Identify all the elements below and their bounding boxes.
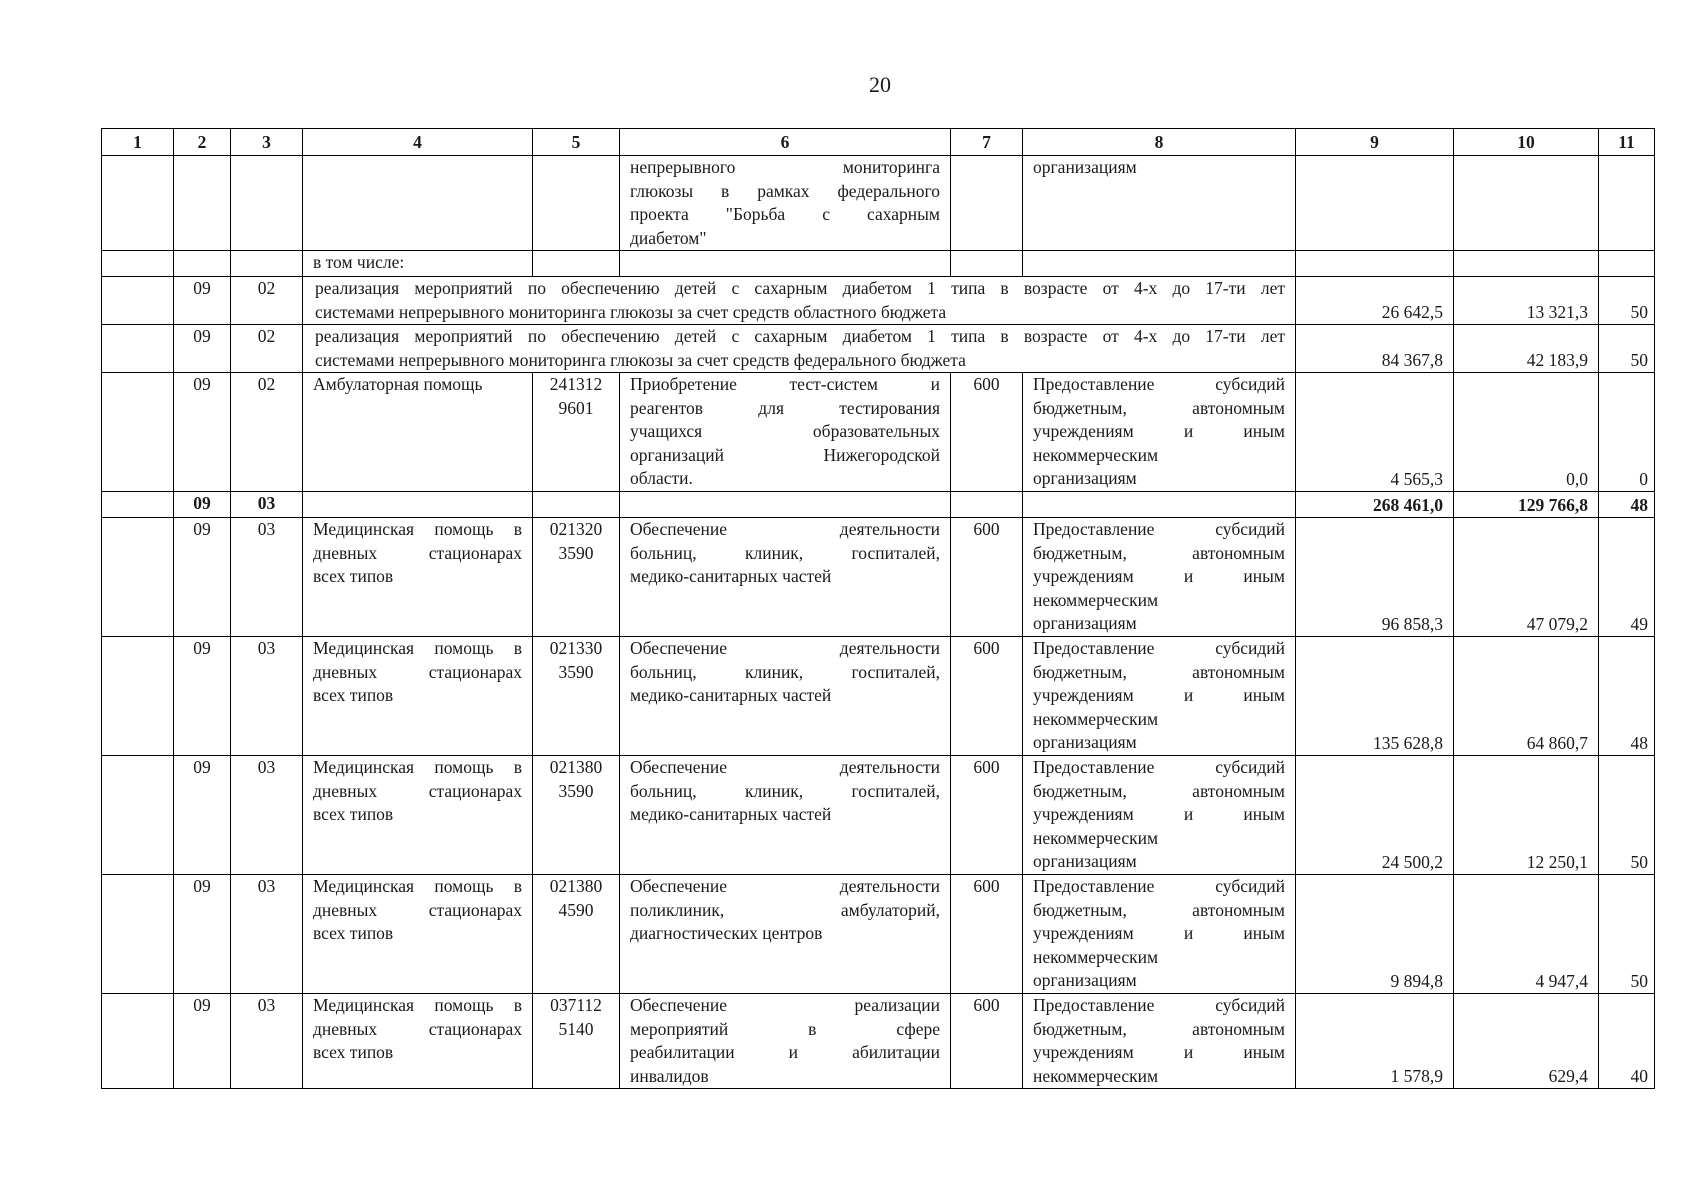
cell-amount-spent: 47 079,2 xyxy=(1454,518,1599,637)
cell-subsection: 02 xyxy=(231,277,303,325)
cell-category: Медицинская помощь в дневных стационарах всех типов xyxy=(303,994,533,1089)
cell-type-code: 600 xyxy=(951,373,1023,492)
cell-type-code: 600 xyxy=(951,518,1023,637)
header-col-8: 8 xyxy=(1023,129,1296,156)
cell-description: Обеспечение деятельности поликлиник, амбулаторий, диагностических центров xyxy=(620,875,951,994)
cell-type-code: 600 xyxy=(951,994,1023,1089)
subtotal-row xyxy=(102,492,1655,518)
header-col-3: 3 xyxy=(231,129,303,156)
cell-recipient: Предоставление субсидий бюджетным, автономным учреждениям и иным некоммерческим организациям xyxy=(1023,637,1296,756)
header-col-1: 1 xyxy=(102,129,174,156)
cell-span-text: реализация мероприятий по обеспечению детей с сахарным диабетом 1 типа в возрасте от 4-х до 17-ти лет системами непрерывного мониторинга глюкозы за счет средств федерального бюджета xyxy=(303,325,1296,373)
table-row xyxy=(102,875,1655,994)
cell-amount-total: 96 858,3 xyxy=(1296,518,1454,637)
table-row xyxy=(102,156,1655,251)
cell-description: Обеспечение деятельности больниц, клиник, госпиталей, медико-санитарных частей xyxy=(620,518,951,637)
cell-subsection: 02 xyxy=(231,373,303,492)
cell-amount-total: 9 894,8 xyxy=(1296,875,1454,994)
header-col-2: 2 xyxy=(174,129,231,156)
cell-percent: 49 xyxy=(1599,518,1655,637)
cell-subsection: 03 xyxy=(231,492,303,518)
table-row xyxy=(102,756,1655,875)
header-col-10: 10 xyxy=(1454,129,1599,156)
cell-subsection: 03 xyxy=(231,994,303,1089)
cell-amount-spent: 42 183,9 xyxy=(1454,325,1599,373)
cell-percent: 40 xyxy=(1599,994,1655,1089)
cell-description: Приобретение тест-систем и реагентов для тестирования учащихся образовательных организаций Нижегородской области. xyxy=(620,373,951,492)
cell-description: Обеспечение деятельности больниц, клиник, госпиталей, медико-санитарных частей xyxy=(620,637,951,756)
header-col-9: 9 xyxy=(1296,129,1454,156)
table-row xyxy=(102,251,1655,277)
cell-amount-spent: 4 947,4 xyxy=(1454,875,1599,994)
cell-description: Обеспечение реализации мероприятий в сфере реабилитации и абилитации инвалидов xyxy=(620,994,951,1089)
header-col-6: 6 xyxy=(620,129,951,156)
cell-amount-total: 84 367,8 xyxy=(1296,325,1454,373)
cell-section: 09 xyxy=(174,756,231,875)
cell-type-code: 600 xyxy=(951,875,1023,994)
cell-code: 021330 3590 xyxy=(533,637,620,756)
cell-subsection: 03 xyxy=(231,756,303,875)
cell-amount-spent: 129 766,8 xyxy=(1454,492,1599,518)
cell-type-code: 600 xyxy=(951,756,1023,875)
cell-amount-spent: 0,0 xyxy=(1454,373,1599,492)
cell-span-text: реализация мероприятий по обеспечению детей с сахарным диабетом 1 типа в возрасте от 4-х до 17-ти лет системами непрерывного мониторинга глюкозы за счет средств областного бюджета xyxy=(303,277,1296,325)
table-row xyxy=(102,637,1655,756)
cell-code: 021380 3590 xyxy=(533,756,620,875)
header-col-11: 11 xyxy=(1599,129,1655,156)
detail-rows xyxy=(102,518,1655,1089)
table-row xyxy=(102,277,1655,325)
budget-table xyxy=(101,128,1655,1089)
cell-percent: 50 xyxy=(1599,756,1655,875)
cell-recipient: Предоставление субсидий бюджетным, автономным учреждениям и иным некоммерческим организациям xyxy=(1023,756,1296,875)
cell-amount-spent: 13 321,3 xyxy=(1454,277,1599,325)
cell-section: 09 xyxy=(174,637,231,756)
cell-amount-total: 26 642,5 xyxy=(1296,277,1454,325)
cell-subsection: 03 xyxy=(231,518,303,637)
cell-section: 09 xyxy=(174,373,231,492)
cell-subsection: 03 xyxy=(231,875,303,994)
cell-section: 09 xyxy=(174,875,231,994)
cell-category: Медицинская помощь в дневных стационарах всех типов xyxy=(303,756,533,875)
cell-code: 241312 9601 xyxy=(533,373,620,492)
cell-amount-spent: 629,4 xyxy=(1454,994,1599,1089)
cell-section: 09 xyxy=(174,277,231,325)
cell-incl-label: в том числе: xyxy=(303,251,533,277)
cell-percent: 50 xyxy=(1599,875,1655,994)
header-col-5: 5 xyxy=(533,129,620,156)
cell-description: Обеспечение деятельности больниц, клиник, госпиталей, медико-санитарных частей xyxy=(620,756,951,875)
cell-amount-total: 4 565,3 xyxy=(1296,373,1454,492)
cell-recipient: Предоставление субсидий бюджетным, автономным учреждениям и иным некоммерческим организациям xyxy=(1023,875,1296,994)
cell-amount-total: 268 461,0 xyxy=(1296,492,1454,518)
cell-section: 09 xyxy=(174,518,231,637)
cell-amount-total: 135 628,8 xyxy=(1296,637,1454,756)
cell-percent: 48 xyxy=(1599,492,1655,518)
cell-percent: 0 xyxy=(1599,373,1655,492)
cell-code: 037112 5140 xyxy=(533,994,620,1089)
page-number: 20 xyxy=(869,72,891,97)
cell-section: 09 xyxy=(174,325,231,373)
cell-recipient: Предоставление субсидий бюджетным, автономным учреждениям и иным некоммерческим организациям xyxy=(1023,373,1296,492)
table-row xyxy=(102,325,1655,373)
table-row xyxy=(102,994,1655,1089)
cell-subsection: 02 xyxy=(231,325,303,373)
cell-amount-total: 24 500,2 xyxy=(1296,756,1454,875)
cell-description: непрерывного мониторинга глюкозы в рамках федерального проекта "Борьба с сахарным диабетом" xyxy=(620,156,951,251)
cell-type-code: 600 xyxy=(951,637,1023,756)
table-row xyxy=(102,373,1655,492)
cell-section: 09 xyxy=(174,994,231,1089)
cell-category: Медицинская помощь в дневных стационарах всех типов xyxy=(303,875,533,994)
cell-category: Амбулаторная помощь xyxy=(303,373,533,492)
cell-recipient: Предоставление субсидий бюджетным, автономным учреждениям и иным некоммерческим организациям xyxy=(1023,518,1296,637)
header-row xyxy=(102,129,1655,156)
cell-code: 021380 4590 xyxy=(533,875,620,994)
table-row xyxy=(102,518,1655,637)
cell-percent: 48 xyxy=(1599,637,1655,756)
cell-percent: 50 xyxy=(1599,277,1655,325)
cell-amount-total: 1 578,9 xyxy=(1296,994,1454,1089)
cell-amount-spent: 64 860,7 xyxy=(1454,637,1599,756)
header-col-4: 4 xyxy=(303,129,533,156)
cell-recipient: организациям xyxy=(1023,156,1296,251)
cell-subsection: 03 xyxy=(231,637,303,756)
header-col-7: 7 xyxy=(951,129,1023,156)
cell-amount-spent: 12 250,1 xyxy=(1454,756,1599,875)
cell-recipient: Предоставление субсидий бюджетным, автономным учреждениям и иным некоммерческим xyxy=(1023,994,1296,1089)
cell-category: Медицинская помощь в дневных стационарах всех типов xyxy=(303,637,533,756)
cell-category: Медицинская помощь в дневных стационарах всех типов xyxy=(303,518,533,637)
cell-code: 021320 3590 xyxy=(533,518,620,637)
cell-section: 09 xyxy=(174,492,231,518)
cell-percent: 50 xyxy=(1599,325,1655,373)
